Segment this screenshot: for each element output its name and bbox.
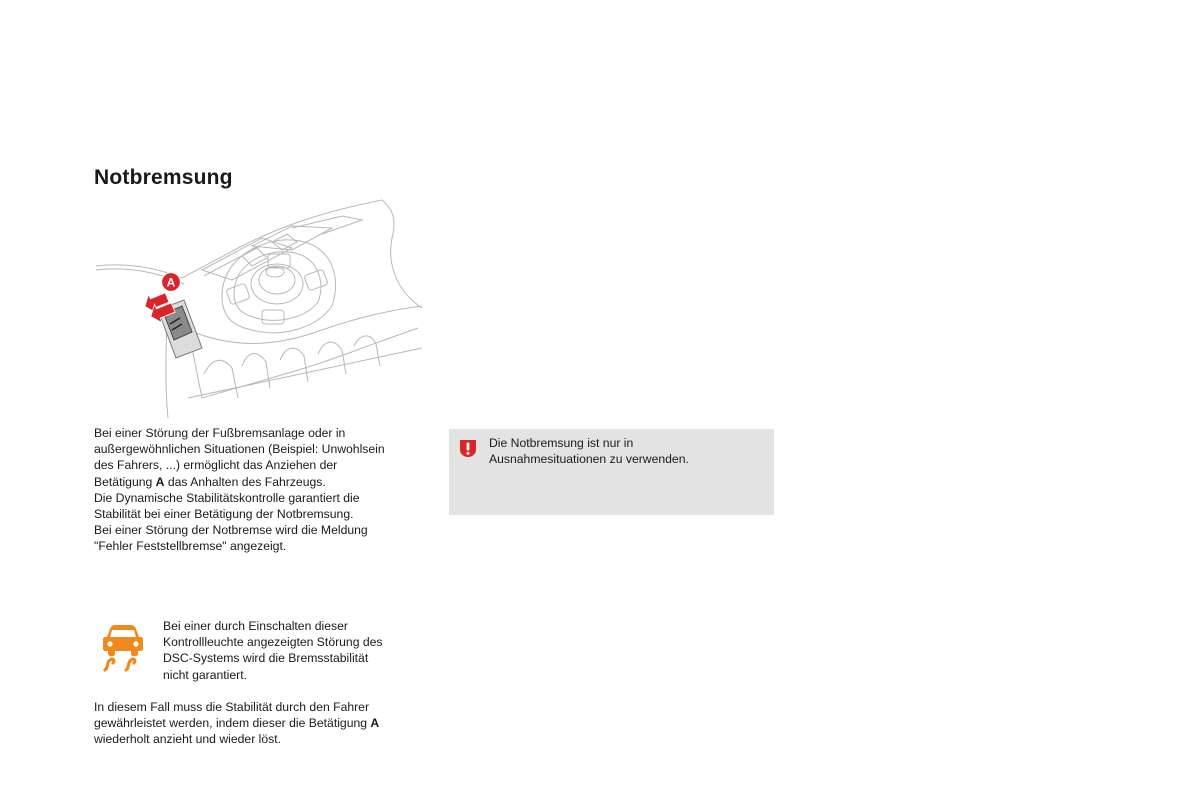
parking-brake-illustration bbox=[92, 198, 424, 420]
text-line: Kontrollleuchte angezeigten Störung des bbox=[163, 635, 383, 650]
text-line: Stabilität bei einer Betätigung der Notbremsung. bbox=[94, 507, 354, 522]
text-line: Bei einer durch Einschalten dieser bbox=[163, 619, 348, 633]
text-line: DSC-Systems wird die Bremsstabilität bbox=[163, 651, 369, 666]
page-title: Notbremsung bbox=[94, 166, 233, 189]
exclamation-warning-icon bbox=[458, 438, 478, 458]
text-line: des Fahrers, ...) ermöglicht das Anziehen der bbox=[94, 458, 338, 473]
intro-paragraph bbox=[94, 425, 424, 555]
text-line bbox=[94, 715, 424, 731]
control-reference: A bbox=[370, 716, 380, 731]
text-line: In diesem Fall muss die Stabilität durch den Fahrer bbox=[94, 700, 370, 714]
text-line: Die Notbremsung ist nur in bbox=[489, 436, 634, 450]
text-line bbox=[94, 474, 424, 490]
dsc-note-paragraph bbox=[163, 618, 413, 683]
svg-text:A: A bbox=[166, 275, 176, 290]
text-fragment: Betätigung bbox=[94, 474, 156, 489]
text-line: Bei einer Störung der Notbremse wird die Meldung bbox=[94, 523, 368, 538]
text-fragment: das Anhalten des Fahrzeugs. bbox=[164, 474, 326, 489]
callout-a-badge bbox=[162, 273, 181, 292]
control-reference: A bbox=[155, 474, 165, 489]
text-line: "Fehler Feststellbremse" angezeigt. bbox=[94, 539, 287, 554]
text-line: Bei einer Störung der Fußbremsanlage oder in bbox=[94, 426, 346, 440]
text-fragment: gewährleistet werden, indem dieser die Betätigung bbox=[94, 716, 371, 731]
text-line: nicht garantiert. bbox=[163, 667, 248, 682]
text-line: wiederholt anzieht und wieder löst. bbox=[94, 732, 281, 747]
fallback-paragraph bbox=[94, 699, 424, 748]
dsc-warning-lamp-icon bbox=[100, 623, 146, 673]
text-line: Die Dynamische Stabilitätskontrolle garantiert die bbox=[94, 490, 360, 505]
warning-note-box bbox=[449, 429, 774, 515]
text-line: außergewöhnlichen Situationen (Beispiel: Unwohlsein bbox=[94, 442, 385, 457]
text-line: Ausnahmesituationen zu verwenden. bbox=[489, 452, 689, 467]
warning-text bbox=[489, 435, 749, 467]
